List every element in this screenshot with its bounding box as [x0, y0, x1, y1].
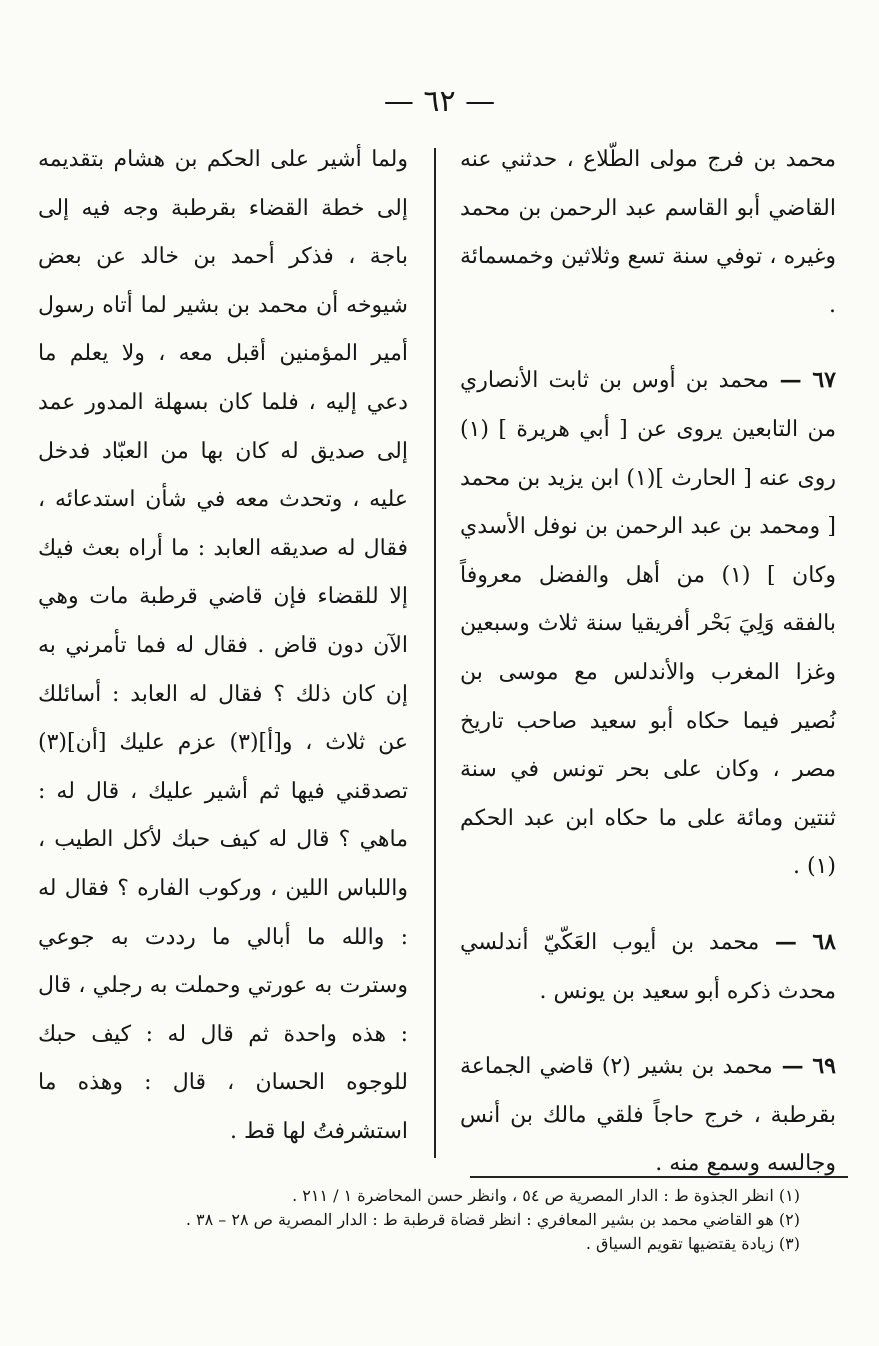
column-divider: [434, 148, 436, 1158]
footnote-1: (١) انظر الجذوة ط : الدار المصرية ص ٥٤ ، وانظر حسن المحاضرة ١ / ٢١١ .: [292, 1186, 800, 1205]
entry-67: [460, 356, 836, 892]
entry-text: محمد بن أيوب العَكّيّ أندلسي محدث ذكره أبو سعيد بن يونس .: [460, 929, 836, 1004]
entry-number: ٦٨ —: [759, 928, 836, 955]
page-number: — ٦٢ —: [383, 84, 496, 119]
footnote-divider: [470, 1176, 848, 1178]
entry-continuation: [460, 136, 836, 330]
entry-text: ولما أشير على الحكم بن هشام بتقديمه إلى خطة القضاء بقرطبة وجه فيه إلى باجة ، فذكر أحمد بن خالد عن بعض شيوخه أن محمد بن بشير لما أتاه رسول أمير المؤمنين أقبل معه ، ولا يعلم ما دعي إليه ، فلما كان بسهلة المدور عمد إلى صديق له كان بها من العبّاد فدخل عليه ، وتحدث معه في شأن استدعائه ، فقال له صديقه العابد : ما أراه بعث فيك إلا للقضاء فإن قاضي قرطبة مات وهي الآن دون قاض . فقال له فما تأمرني به إن كان ذلك ؟ فقال له العابد : أسائلك عن ثلاث ، و[أ](٣) عزم عليك [أن](٣) تصدقني فيها ثم أشير عليك ، قال له : ماهي ؟ قال له كيف حبك لأكل الطيب ، واللباس اللين ، وركوب الفاره ؟ فقال له : والله ما أبالي ما رددت به جوعي وسترت به عورتي وحملت به رجلي ، قال : هذه واحدة ثم قال له : كيف حبك للوجوه الحسان ، قال : وهذه ما استشرفتُ لها قط .: [38, 147, 408, 1144]
right-column: [460, 136, 836, 1215]
left-column: [38, 136, 408, 1182]
entry-number: ٦٧ —: [768, 367, 836, 394]
entry-text: محمد بن فرج مولى الطّلاع ، حدثني عنه القاضي أبو القاسم عبد الرحمن بن محمد وغيره ، توفي سنة تسع وثلاثين وخمسمائة .: [460, 147, 836, 318]
footnote-3: (٣) زيادة يقتضيها تقويم السياق .: [585, 1234, 800, 1253]
entry-68: [460, 918, 836, 1016]
entry-number: ٦٩ —: [772, 1053, 836, 1080]
entry-69: [460, 1042, 836, 1189]
footnotes: [40, 1184, 800, 1256]
entry-69-continuation: [38, 136, 408, 1156]
entry-text: محمد بن أوس بن ثابت الأنصاري من التابعين يروى عن [ أبي هريرة ] (١) روى عنه [ الحارث ](١) ابن يزيد بن محمد [ ومحمد بن عبد الرحمن بن نوفل الأسدي وكان ] (١) من أهل والفضل معروفاً بالفقه وَلِيَ بَحْر أفريقيا سنة ثلاث وسبعين وغزا المغرب والأندلس مع موسى بن نُصير فيما حكاه أبو سعيد صاحب تاريخ مصر ، وكان على بحر تونس في سنة ثنتين ومائة على ما حكاه ابن عبد الحكم (١) .: [460, 368, 836, 880]
footnote-2: (٢) هو القاضي محمد بن بشير المعافري : انظر قضاة قرطبة ط : الدار المصرية ص ٢٨ – ٣٨ .: [185, 1210, 800, 1229]
entry-text: محمد بن بشير (٢) قاضي الجماعة بقرطبة ، خرج حاجاً فلقي مالك بن أنس وجالسه وسمع منه .: [460, 1054, 836, 1177]
